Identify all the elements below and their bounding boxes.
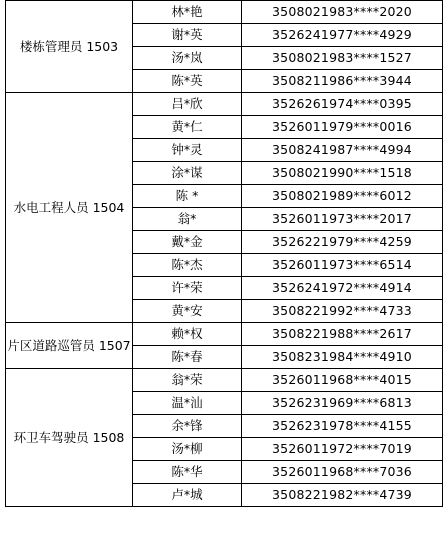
- id-number-cell: 3526011972****7019: [242, 438, 443, 461]
- personnel-table-container: [5, 0, 443, 507]
- name-cell: 黄*仁: [133, 116, 242, 139]
- name-cell: 许*荣: [133, 277, 242, 300]
- id-number-cell: 3526011973****6514: [242, 254, 443, 277]
- name-cell: 谢*英: [133, 24, 242, 47]
- table-row: [6, 1, 443, 24]
- id-number-cell: 3508221982****4739: [242, 484, 443, 507]
- name-cell: 陈*杰: [133, 254, 242, 277]
- id-number-cell: 3526241972****4914: [242, 277, 443, 300]
- personnel-table: [5, 0, 443, 507]
- name-cell: 余*锋: [133, 415, 242, 438]
- id-number-cell: 3526261974****0395: [242, 93, 443, 116]
- name-cell: 吕*欣: [133, 93, 242, 116]
- id-number-cell: 3526011979****0016: [242, 116, 443, 139]
- id-number-cell: 3526231978****4155: [242, 415, 443, 438]
- id-number-cell: 3508241987****4994: [242, 139, 443, 162]
- name-cell: 翁*荣: [133, 369, 242, 392]
- id-number-cell: 3526221979****4259: [242, 231, 443, 254]
- name-cell: 赖*权: [133, 323, 242, 346]
- id-number-cell: 3508221992****4733: [242, 300, 443, 323]
- name-cell: 温*汕: [133, 392, 242, 415]
- table-row: [6, 93, 443, 116]
- name-cell: 林*艳: [133, 1, 242, 24]
- role-cell: 片区道路巡管员 1507: [6, 323, 133, 369]
- id-number-cell: 3526011973****2017: [242, 208, 443, 231]
- name-cell: 卢*城: [133, 484, 242, 507]
- role-cell: 环卫车驾驶员 1508: [6, 369, 133, 507]
- name-cell: 涂*谋: [133, 162, 242, 185]
- id-number-cell: 3508221988****2617: [242, 323, 443, 346]
- role-cell: 楼栋管理员 1503: [6, 1, 133, 93]
- personnel-table-body: [6, 1, 443, 507]
- role-cell: 水电工程人员 1504: [6, 93, 133, 323]
- id-number-cell: 3508021989****6012: [242, 185, 443, 208]
- name-cell: 钟*灵: [133, 139, 242, 162]
- id-number-cell: 3508021983****1527: [242, 47, 443, 70]
- id-number-cell: 3508021990****1518: [242, 162, 443, 185]
- name-cell: 戴*金: [133, 231, 242, 254]
- name-cell: 汤*柳: [133, 438, 242, 461]
- name-cell: 陈*华: [133, 461, 242, 484]
- id-number-cell: 3526011968****4015: [242, 369, 443, 392]
- id-number-cell: 3526231969****6813: [242, 392, 443, 415]
- id-number-cell: 3526011968****7036: [242, 461, 443, 484]
- table-row: [6, 323, 443, 346]
- name-cell: 黄*安: [133, 300, 242, 323]
- table-row: [6, 369, 443, 392]
- name-cell: 汤*岚: [133, 47, 242, 70]
- id-number-cell: 3508231984****4910: [242, 346, 443, 369]
- id-number-cell: 3508021983****2020: [242, 1, 443, 24]
- id-number-cell: 3526241977****4929: [242, 24, 443, 47]
- id-number-cell: 3508211986****3944: [242, 70, 443, 93]
- name-cell: 陈*春: [133, 346, 242, 369]
- name-cell: 陈*英: [133, 70, 242, 93]
- name-cell: 翁*: [133, 208, 242, 231]
- name-cell: 陈 *: [133, 185, 242, 208]
